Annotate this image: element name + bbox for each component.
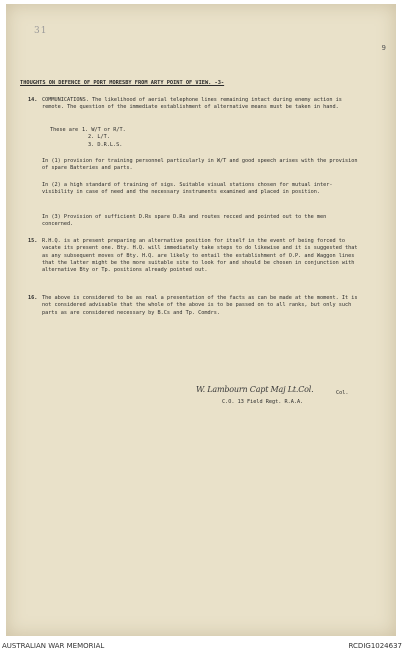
- section-number: 16.: [28, 295, 38, 301]
- section-paragraph: The above is considered to be as real a presentation of the facts as can be made at the moment. It is not considered advisable that the whole of the above is to be passed on to all ranks, but only such parts as are considered necessary by B.Cs and Tp. Comdrs.: [42, 295, 361, 316]
- list-item: 1. W/T or R/T.: [82, 127, 126, 133]
- document-title: THOUGHTS ON DEFENCE OF PORT MORESBY FROM ARTY POINT OF VIEW. -3-: [20, 80, 225, 86]
- list-item: 3. D.R.L.S.: [88, 142, 123, 148]
- section-paragraph: R.H.Q. is at present preparing an alternative position for itself in the event of being forced to vacate its present one. Bty. H.Q. will immediately take steps to do likewise and it is suggested that as any subsequent moves of Bty. H.Q. are likely to entail the establishment of O.P. and Waggon lines that the latter might be the more suitable site to look for and should be chosen in conjunction with alternative Bty or Tp. positions already pointed out.: [42, 238, 361, 274]
- archive-name: AUSTRALIAN WAR MEMORIAL: [2, 642, 105, 650]
- record-id: RCDIG1024637: [348, 642, 402, 650]
- section-paragraph: In (3) Provision of sufficient D.Rs spare D.Rs and routes recced and pointed out to the men concerned.: [42, 214, 330, 228]
- handwritten-signature: W. Lambourn Capt Maj Lt.Col.: [196, 385, 314, 394]
- page-number: 9: [381, 44, 386, 52]
- signature-unit: C.O. 13 Field Regt. R.A.A.: [222, 399, 304, 405]
- list-intro: These are: [50, 127, 79, 133]
- section-paragraph: In (2) a high standard of training of sigs. Suitable visual stations chosen for mutual inter-visibility in case of need and the necessary instruments examined and placed in position.: [42, 182, 333, 196]
- signature-rank: Col.: [336, 390, 349, 396]
- section-paragraph: In (1) provision for training personnel particularly in W/T and good speech arises with the provision of spare Batteries and parts.: [42, 158, 361, 172]
- section-number: 15.: [28, 238, 38, 244]
- section-paragraph: COMMUNICATIONS. The likelihood of aerial telephone lines remaining intact during enemy action is remote. The question of the immediate establishment of alternative means must be taken in hand.: [42, 97, 345, 111]
- section-number: 14.: [28, 97, 38, 103]
- handwritten-folio-number: 31: [34, 26, 48, 36]
- archive-footer: [0, 638, 404, 653]
- list-item: 2. L/T.: [88, 134, 110, 140]
